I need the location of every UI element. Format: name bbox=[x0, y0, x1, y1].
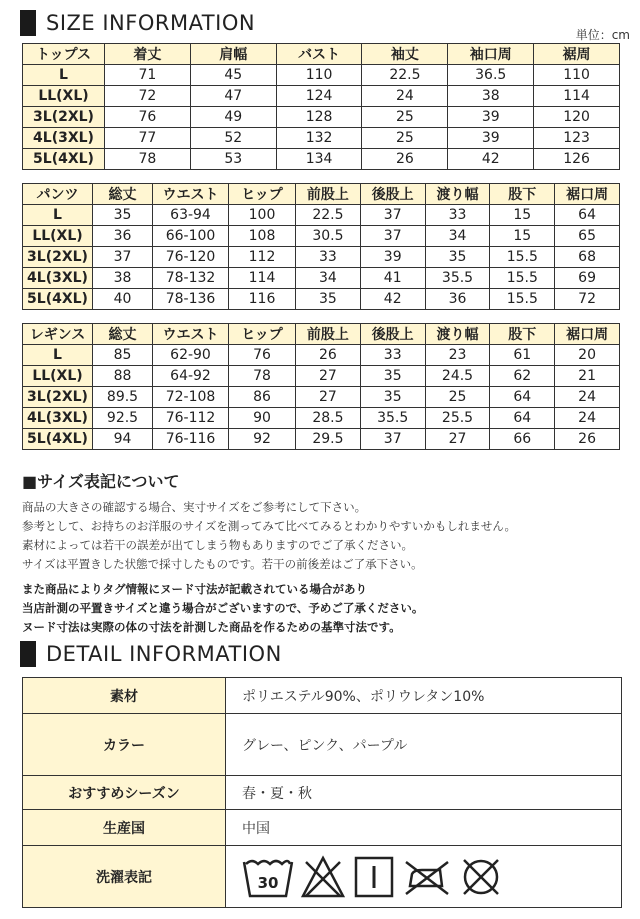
table-cell: 37 bbox=[93, 247, 153, 268]
table-cell: 25 bbox=[362, 128, 448, 149]
table-row bbox=[23, 345, 620, 366]
table-row bbox=[23, 387, 620, 408]
header-cell: 着丈 bbox=[105, 44, 191, 65]
header-cell: 総丈 bbox=[93, 324, 153, 345]
table-cell: 69 bbox=[555, 268, 620, 289]
table-row bbox=[23, 107, 620, 128]
size-label: L bbox=[23, 345, 93, 366]
table-cell: 134 bbox=[276, 149, 362, 170]
size-label: 4L(3XL) bbox=[23, 408, 93, 429]
detail-label: カラー bbox=[23, 714, 226, 776]
detail-label: おすすめシーズン bbox=[23, 776, 226, 810]
size-notes-heading: ■サイズ表記について bbox=[22, 472, 180, 491]
table-row bbox=[23, 247, 620, 268]
table-cell: 64 bbox=[490, 408, 555, 429]
table-cell: 72 bbox=[555, 289, 620, 310]
table-cell: 85 bbox=[93, 345, 153, 366]
detail-section-header bbox=[20, 641, 282, 667]
table-row bbox=[23, 149, 620, 170]
table-cell: 26 bbox=[296, 345, 361, 366]
table-cell: 45 bbox=[190, 65, 276, 86]
section-marker bbox=[20, 641, 36, 667]
table-cell: 76-116 bbox=[153, 429, 229, 450]
table-row bbox=[23, 289, 620, 310]
table-cell: 42 bbox=[448, 149, 534, 170]
header-cell: 前股上 bbox=[296, 324, 361, 345]
table-cell: 92 bbox=[229, 429, 296, 450]
table-row bbox=[23, 128, 620, 149]
table-cell: 72 bbox=[105, 86, 191, 107]
detail-value: 中国 bbox=[226, 810, 622, 846]
table-cell: 35 bbox=[360, 366, 425, 387]
size-label: 3L(2XL) bbox=[23, 387, 93, 408]
table-cell: 92.5 bbox=[93, 408, 153, 429]
header-cell: 前股上 bbox=[296, 184, 361, 205]
size-label: 4L(3XL) bbox=[23, 128, 105, 149]
table-cell: 26 bbox=[362, 149, 448, 170]
size-notes bbox=[22, 498, 622, 574]
note-line: 参考として、お持ちのお洋服のサイズを測ってみて比べてみるとわかりやすいかもしれません。 bbox=[22, 519, 517, 533]
detail-value: ポリエステル90%、ポリウレタン10% bbox=[226, 678, 622, 714]
table-cell: 64-92 bbox=[153, 366, 229, 387]
note-line: 素材によっては若干の誤差が出てしまう物もありますのでご了承ください。 bbox=[22, 538, 413, 552]
table-cell: 28.5 bbox=[296, 408, 361, 429]
header-cell: 裾周 bbox=[534, 44, 620, 65]
table-cell: 116 bbox=[229, 289, 296, 310]
table-cell: 15 bbox=[490, 226, 555, 247]
wash-temp-label: 30 bbox=[257, 873, 279, 892]
header-cell: 裾口周 bbox=[555, 324, 620, 345]
size-label: L bbox=[23, 65, 105, 86]
table-row bbox=[23, 268, 620, 289]
size-label: 3L(2XL) bbox=[23, 107, 105, 128]
table-cell: 63-94 bbox=[153, 205, 229, 226]
table-cell: 78-136 bbox=[153, 289, 229, 310]
table-cell: 35 bbox=[360, 387, 425, 408]
table-header-row bbox=[23, 184, 620, 205]
table-row bbox=[23, 86, 620, 107]
table-cell: 66 bbox=[490, 429, 555, 450]
table-cell: 39 bbox=[448, 128, 534, 149]
table-cell: 36 bbox=[93, 226, 153, 247]
table-cell: 37 bbox=[360, 226, 425, 247]
header-cell: ヒップ bbox=[229, 324, 296, 345]
table-cell: 35 bbox=[425, 247, 490, 268]
table-cell: 24 bbox=[362, 86, 448, 107]
header-cell: ウエスト bbox=[153, 184, 229, 205]
header-cell: 肩幅 bbox=[190, 44, 276, 65]
table-cell: 21 bbox=[555, 366, 620, 387]
table-cell: 42 bbox=[360, 289, 425, 310]
detail-label: 生産国 bbox=[23, 810, 226, 846]
detail-value: 春・夏・秋 bbox=[226, 776, 622, 810]
leggings-size-table bbox=[22, 323, 620, 450]
table-cell: 38 bbox=[93, 268, 153, 289]
detail-row-color bbox=[23, 714, 622, 776]
size-label: 4L(3XL) bbox=[23, 268, 93, 289]
table-cell: 34 bbox=[296, 268, 361, 289]
note-line: また商品によりタグ情報にヌード寸法が記載されている場合があり bbox=[22, 582, 367, 596]
table-cell: 76 bbox=[105, 107, 191, 128]
header-cell: 裾口周 bbox=[555, 184, 620, 205]
table-cell: 77 bbox=[105, 128, 191, 149]
header-cell: 股下 bbox=[490, 184, 555, 205]
table-cell: 62 bbox=[490, 366, 555, 387]
size-label: 5L(4XL) bbox=[23, 429, 93, 450]
table-cell: 35.5 bbox=[360, 408, 425, 429]
line-dry-icon bbox=[352, 854, 396, 900]
table-cell: 86 bbox=[229, 387, 296, 408]
header-cell: バスト bbox=[276, 44, 362, 65]
detail-label: 洗濯表記 bbox=[23, 846, 226, 908]
size-section-title: SIZE INFORMATION bbox=[46, 11, 256, 35]
table-cell: 37 bbox=[360, 429, 425, 450]
size-label: LL(XL) bbox=[23, 226, 93, 247]
table-cell: 49 bbox=[190, 107, 276, 128]
table-cell: 65 bbox=[555, 226, 620, 247]
table-cell: 34 bbox=[425, 226, 490, 247]
table-cell: 78-132 bbox=[153, 268, 229, 289]
table-cell: 66-100 bbox=[153, 226, 229, 247]
table-cell: 89.5 bbox=[93, 387, 153, 408]
size-label: 5L(4XL) bbox=[23, 289, 93, 310]
table-row bbox=[23, 366, 620, 387]
header-cell: ウエスト bbox=[153, 324, 229, 345]
detail-value: グレー、ピンク、パープル bbox=[226, 714, 622, 776]
table-cell: 15.5 bbox=[490, 247, 555, 268]
header-cell: 総丈 bbox=[93, 184, 153, 205]
table-cell: 62-90 bbox=[153, 345, 229, 366]
table-header-row bbox=[23, 44, 620, 65]
table-cell: 120 bbox=[534, 107, 620, 128]
no-bleach-icon bbox=[300, 854, 346, 900]
note-line: 商品の大きさの確認する場合、実寸サイズをご参考にして下さい。 bbox=[22, 500, 367, 514]
table-cell: 36.5 bbox=[448, 65, 534, 86]
header-cell: 袖口周 bbox=[448, 44, 534, 65]
note-line: 当店計測の平置きサイズと違う場合がございますので、予めご了承ください。 bbox=[22, 601, 424, 615]
pants-size-table bbox=[22, 183, 620, 310]
detail-row-season bbox=[23, 776, 622, 810]
no-tumble-dry-icon bbox=[402, 854, 452, 900]
note-line: ヌード寸法は実際の体の寸法を計測した商品を作るための基準寸法です。 bbox=[22, 620, 401, 634]
table-cell: 112 bbox=[229, 247, 296, 268]
table-cell: 25 bbox=[362, 107, 448, 128]
detail-row-washing bbox=[23, 846, 622, 908]
header-cell: パンツ bbox=[23, 184, 93, 205]
table-cell: 94 bbox=[93, 429, 153, 450]
note-line: サイズは平置きした状態で採寸したものです。若干の前後差はご了承下さい。 bbox=[22, 557, 423, 571]
table-cell: 72-108 bbox=[153, 387, 229, 408]
table-cell: 78 bbox=[105, 149, 191, 170]
detail-label: 素材 bbox=[23, 678, 226, 714]
table-cell: 64 bbox=[490, 387, 555, 408]
table-cell: 40 bbox=[93, 289, 153, 310]
header-cell: トップス bbox=[23, 44, 105, 65]
table-cell: 53 bbox=[190, 149, 276, 170]
table-cell: 41 bbox=[360, 268, 425, 289]
table-cell: 26 bbox=[555, 429, 620, 450]
table-cell: 128 bbox=[276, 107, 362, 128]
table-cell: 132 bbox=[276, 128, 362, 149]
table-cell: 22.5 bbox=[362, 65, 448, 86]
header-cell: 渡り幅 bbox=[425, 184, 490, 205]
table-cell: 23 bbox=[425, 345, 490, 366]
table-cell: 76-120 bbox=[153, 247, 229, 268]
table-cell: 33 bbox=[425, 205, 490, 226]
unit-note: 単位：cm bbox=[575, 28, 630, 42]
header-cell: 後股上 bbox=[360, 324, 425, 345]
table-cell: 110 bbox=[276, 65, 362, 86]
table-cell: 76 bbox=[229, 345, 296, 366]
table-cell: 61 bbox=[490, 345, 555, 366]
table-cell: 47 bbox=[190, 86, 276, 107]
header-cell: 後股上 bbox=[360, 184, 425, 205]
table-cell: 27 bbox=[296, 366, 361, 387]
table-cell: 38 bbox=[448, 86, 534, 107]
table-cell: 88 bbox=[93, 366, 153, 387]
table-header-row bbox=[23, 324, 620, 345]
table-cell: 33 bbox=[360, 345, 425, 366]
table-cell: 35 bbox=[296, 289, 361, 310]
table-cell: 29.5 bbox=[296, 429, 361, 450]
table-cell: 100 bbox=[229, 205, 296, 226]
table-cell: 27 bbox=[296, 387, 361, 408]
table-cell: 114 bbox=[229, 268, 296, 289]
table-row bbox=[23, 205, 620, 226]
table-cell: 37 bbox=[360, 205, 425, 226]
table-cell: 114 bbox=[534, 86, 620, 107]
table-cell: 78 bbox=[229, 366, 296, 387]
table-cell: 22.5 bbox=[296, 205, 361, 226]
table-cell: 64 bbox=[555, 205, 620, 226]
table-cell: 124 bbox=[276, 86, 362, 107]
size-label: L bbox=[23, 205, 93, 226]
wash-30-icon bbox=[242, 854, 294, 900]
table-row bbox=[23, 226, 620, 247]
table-row bbox=[23, 429, 620, 450]
size-label: LL(XL) bbox=[23, 366, 93, 387]
table-cell: 25.5 bbox=[425, 408, 490, 429]
detail-row-material bbox=[23, 678, 622, 714]
table-cell: 39 bbox=[360, 247, 425, 268]
section-marker bbox=[20, 10, 36, 36]
table-cell: 15.5 bbox=[490, 268, 555, 289]
header-cell: 袖丈 bbox=[362, 44, 448, 65]
table-cell: 33 bbox=[296, 247, 361, 268]
table-cell: 30.5 bbox=[296, 226, 361, 247]
table-cell: 110 bbox=[534, 65, 620, 86]
header-cell: レギンス bbox=[23, 324, 93, 345]
table-cell: 35.5 bbox=[425, 268, 490, 289]
wash-icons bbox=[242, 854, 620, 900]
table-cell: 52 bbox=[190, 128, 276, 149]
table-cell: 24 bbox=[555, 408, 620, 429]
size-label: 5L(4XL) bbox=[23, 149, 105, 170]
table-cell: 126 bbox=[534, 149, 620, 170]
nude-size-notes bbox=[22, 580, 622, 637]
table-row bbox=[23, 408, 620, 429]
size-section-header bbox=[20, 10, 255, 36]
table-cell: 39 bbox=[448, 107, 534, 128]
header-cell: 渡り幅 bbox=[425, 324, 490, 345]
table-cell: 68 bbox=[555, 247, 620, 268]
table-cell: 15 bbox=[490, 205, 555, 226]
header-cell: 股下 bbox=[490, 324, 555, 345]
no-dryclean-icon bbox=[458, 854, 504, 900]
table-cell: 108 bbox=[229, 226, 296, 247]
size-label: LL(XL) bbox=[23, 86, 105, 107]
table-cell: 36 bbox=[425, 289, 490, 310]
table-cell: 76-112 bbox=[153, 408, 229, 429]
header-cell: ヒップ bbox=[229, 184, 296, 205]
table-cell: 25 bbox=[425, 387, 490, 408]
table-cell: 24.5 bbox=[425, 366, 490, 387]
table-cell: 35 bbox=[93, 205, 153, 226]
table-cell: 71 bbox=[105, 65, 191, 86]
table-row bbox=[23, 65, 620, 86]
detail-section-title: DETAIL INFORMATION bbox=[46, 642, 282, 666]
table-cell: 24 bbox=[555, 387, 620, 408]
detail-row-country bbox=[23, 810, 622, 846]
detail-table bbox=[22, 677, 622, 908]
table-cell: 20 bbox=[555, 345, 620, 366]
size-label: 3L(2XL) bbox=[23, 247, 93, 268]
table-cell: 27 bbox=[425, 429, 490, 450]
table-cell: 90 bbox=[229, 408, 296, 429]
tops-size-table bbox=[22, 43, 620, 170]
table-cell: 15.5 bbox=[490, 289, 555, 310]
wash-icons-cell bbox=[226, 846, 622, 908]
table-cell: 123 bbox=[534, 128, 620, 149]
